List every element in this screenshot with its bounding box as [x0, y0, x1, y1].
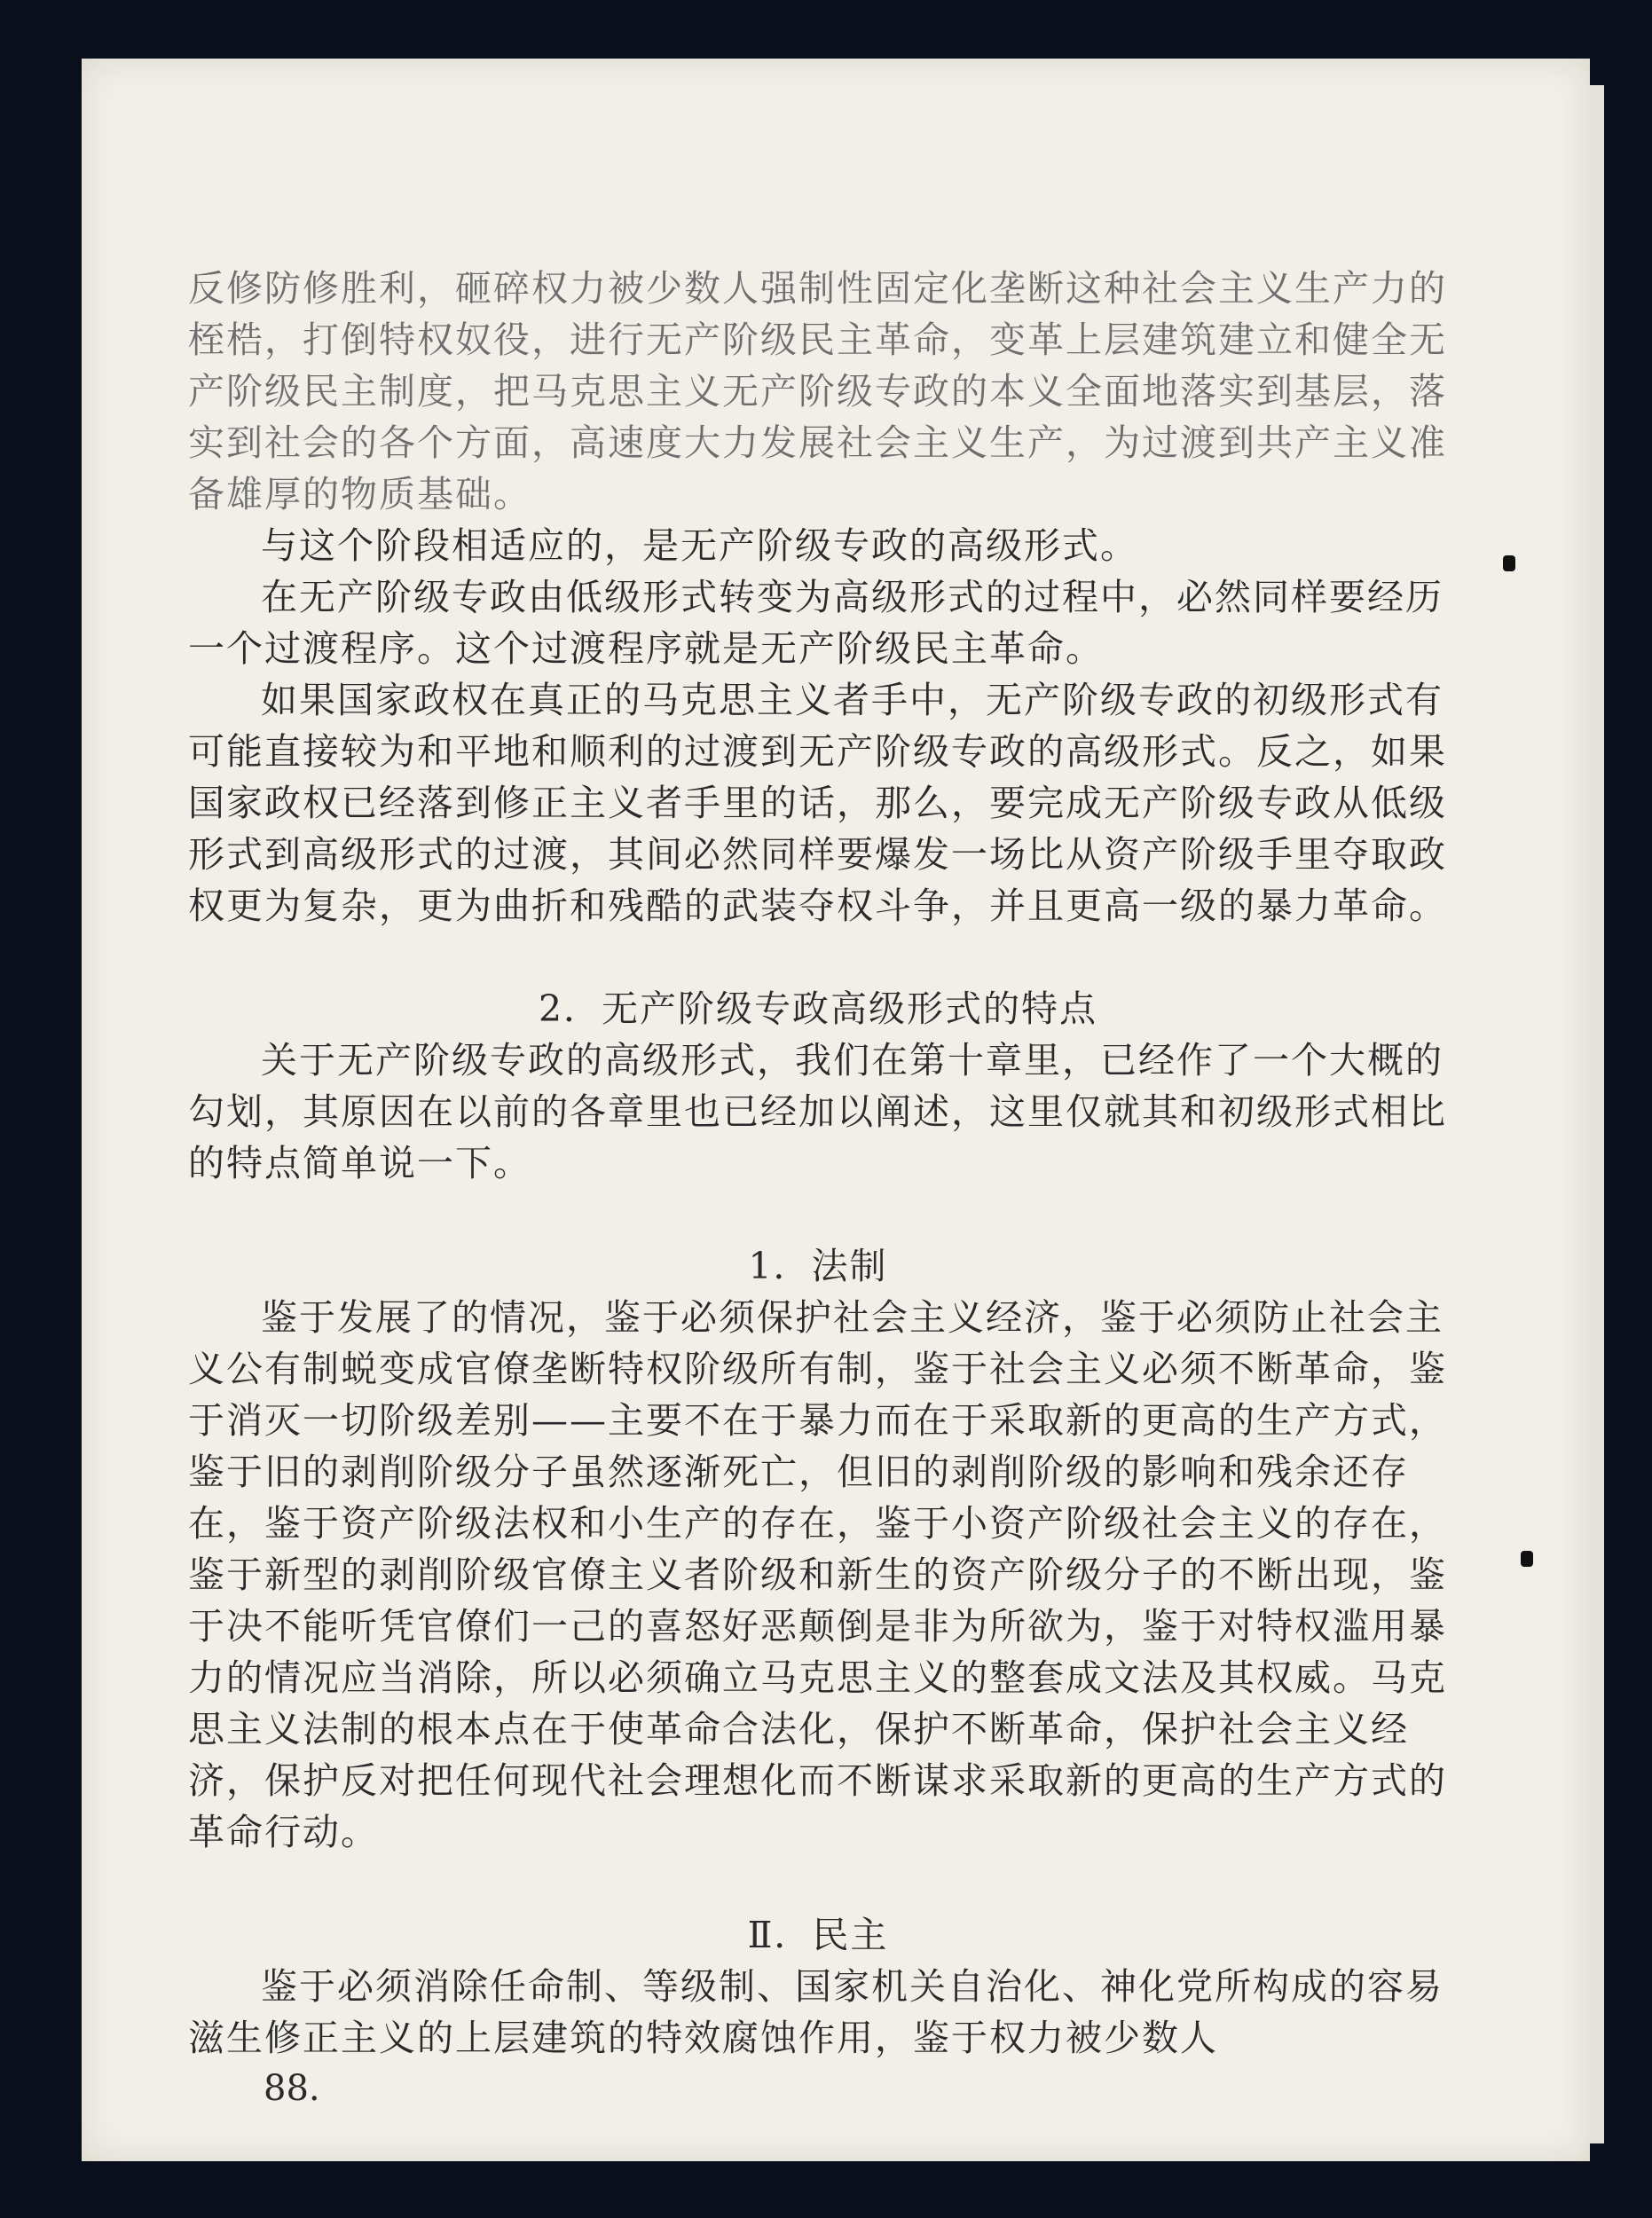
document-body — [188, 263, 1448, 2064]
page-number: 88. — [264, 2068, 320, 2109]
subsection-heading: Ⅱ．民主 — [747, 1914, 889, 1956]
subsection-heading: 1．法制 — [748, 1245, 888, 1287]
paragraph: 反修防修胜利，砸碎权力被少数人强制性固定化垄断这种社会主义生产力的桎梏，打倒特权奴役，进行无产阶级民主革命，变革上层建筑建立和健全无产阶级民主制度，把马克思主义无产阶级专政的本义全面地落实到基层，落实到社会的各个方面，高速度大力发展社会主义生产，为过渡到共产主义准备雄厚的物质基础。 — [188, 267, 1447, 515]
paragraph: 关于无产阶级专政的高级形式，我们在第十章里，已经作了一个大概的勾划，其原因在以前的各章里也已经加以阐述，这里仅就其和初级形式相比的特点简单说一下。 — [188, 1039, 1447, 1184]
document-page — [82, 59, 1590, 2161]
paragraph: 鉴于发展了的情况，鉴于必须保护社会主义经济，鉴于必须防止社会主义公有制蜕变成官僚垄断特权阶级所有制，鉴于社会主义必须不断革命，鉴于消灭一切阶级差别——主要不在于暴力而在于采取新的更高的生产方式，鉴于旧的剥削阶级分子虽然逐渐死亡，但旧的剥削阶级的影响和残余还存在，鉴于资产阶级法权和小生产的存在，鉴于小资产阶级社会主义的存在，鉴于新型的剥削阶级官僚主义者阶级和新生的资产阶级分子的不断出现，鉴于决不能听凭官僚们一己的喜怒好恶颠倒是非为所欲为，鉴于对特权滥用暴力的情况应当消除，所以必须确立马克思主义的整套成文法及其权威。马克思主义法制的根本点在于使革命合法化，保护不断革命，保护社会主义经济，保护反对把任何现代社会理想化而不断谋求采取新的更高的生产方式的革命行动。 — [188, 1296, 1447, 1853]
punch-hole-mark — [1521, 1551, 1533, 1567]
paragraph: 在无产阶级专政由低级形式转变为高级形式的过程中，必然同样要经历一个过渡程序。这个过渡程序就是无产阶级民主革命。 — [188, 576, 1444, 670]
paragraph: 如果国家政权在真正的马克思主义者手中，无产阶级专政的初级形式有可能直接较为和平地和顺利的过渡到无产阶级专政的高级形式。反之，如果国家政权已经落到修正主义者手里的话，那么，要完成无产阶级专政从低级形式到高级形式的过渡，其间必然同样要爆发一场比从资产阶级手里夺取政权更为复杂，更为曲折和残酷的武装夺权斗争，并且更高一级的暴力革命。 — [188, 679, 1447, 927]
section-heading: 2．无产阶级专政高级形式的特点 — [538, 987, 1098, 1030]
punch-hole-mark — [1503, 555, 1515, 571]
paragraph: 与这个阶段相适应的，是无产阶级专政的高级形式。 — [261, 524, 1138, 567]
paragraph: 鉴于必须消除任命制、等级制、国家机关自治化、神化党所构成的容易滋生修正主义的上层建筑的特效腐蚀作用，鉴于权力被少数人 — [188, 1965, 1444, 2059]
